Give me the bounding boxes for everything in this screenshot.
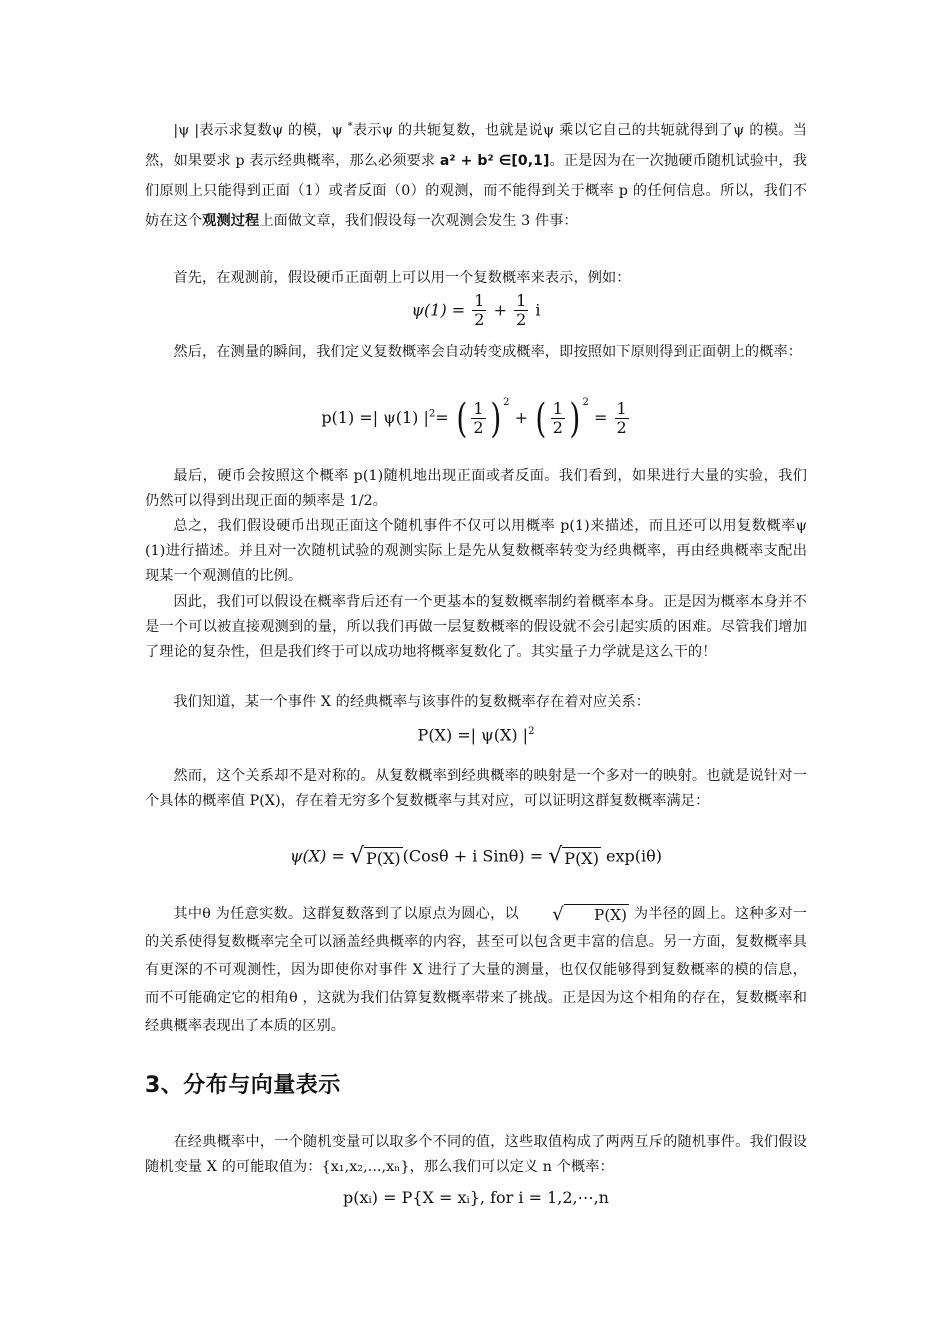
p1-text-b: 表示ψ 的共轭复数，也就是说ψ 乘以它自己的共轭就得到了ψ 的模。当然，如果要求 p 表示经典概率，那么必须要求 xyxy=(145,122,807,169)
equation-distribution xyxy=(145,1190,807,1206)
paragraph-hypothesis xyxy=(145,590,807,665)
eq2-den-1: 2 xyxy=(473,418,484,437)
section-heading-block xyxy=(145,1068,807,1099)
eq1-den-1: 2 xyxy=(474,310,485,330)
eq2-equals: = xyxy=(435,408,449,427)
p10-text: 在经典概率中，一个随机变量可以取多个不同的值，这些取值构成了两两互斥的随机事件。我们假设随机变量 X 的可能取值为：{x₁,x₂,...,xₙ}，那么我们可以定义 n 个概率： xyxy=(145,1134,807,1175)
equation-psi-one xyxy=(145,292,807,330)
p9-text-a: 其中θ 为任意实数。这群复数落到了以原点为圆心，以 xyxy=(173,906,520,922)
eq4-lhs: ψ(X) = xyxy=(289,846,345,866)
p1-text-c: 。正是因为在一次抛硬币随机试验中，我们原则上只能得到正面（1）或者反面（0）的观测，而不能得到关于概率 p 的任何信息。所以，我们不妨在这个 xyxy=(145,152,807,229)
eq2-square-1: 2 xyxy=(503,397,510,408)
eq2-num-1: 1 xyxy=(473,398,484,418)
p6-text: 因此，我们可以假设在概率背后还有一个更基本的复数概率制约着概率本身。正是因为概率本身并不是一个可以被直接观测到的量，所以我们再做一层复数概率的假设就不会引起实质的困难。尽管我们增加了理论的复杂性，但是我们终于可以成功地将概率复数化了。其实量子力学就是这么干的！ xyxy=(145,594,807,660)
eq2-num-2: 1 xyxy=(552,398,563,418)
eq1-den-2: 2 xyxy=(516,310,527,330)
equation-probability xyxy=(145,395,807,442)
p1-bold-term: 观测过程 xyxy=(202,212,260,229)
eq1-num-2: 1 xyxy=(516,291,527,310)
eq1-num-1: 1 xyxy=(474,291,485,310)
eq1-frac-1 xyxy=(472,292,486,330)
equation-polar xyxy=(145,846,807,868)
p4-text: 最后，硬币会按照这个概率 p(1)随机地出现正面或者反面。我们看到，如果进行大量的实验，我们仍然可以得到出现正面的频率是 1/2。 xyxy=(145,468,807,509)
eq2-num-3: 1 xyxy=(616,398,627,418)
eq2-square: 2 xyxy=(428,408,436,420)
conjugate-star: * xyxy=(347,121,353,132)
paragraph-phase xyxy=(145,900,807,1040)
eq2-result xyxy=(615,400,629,438)
eq2-rhs-equals: = xyxy=(594,408,608,427)
p8-text: 然而，这个关系却不是对称的。从复数概率到经典概率的映射是一个多对一的映射。也就是说针对一个具体的概率值 P(X)，存在着无穷多个复数概率与其对应，可以证明这群复数概率满足： xyxy=(145,768,807,809)
p9-radicand: P(X) xyxy=(564,904,629,924)
p1-text-d: 上面做文章，我们假设每一次观测会发生 3 件事： xyxy=(259,212,578,229)
paragraph-modulus xyxy=(145,112,807,236)
equation-px xyxy=(145,727,807,743)
eq4-sqrt-2: √ P(X) xyxy=(548,844,599,869)
paragraph-relation xyxy=(145,690,807,715)
eq4-radicand-1: P(X) xyxy=(366,848,401,868)
eq3-square: 2 xyxy=(528,726,535,737)
eq2-lhs: p(1) =| ψ(1) | xyxy=(321,408,429,427)
p7-text: 我们知道，某一个事件 X 的经典概率与该事件的复数概率存在着对应关系： xyxy=(173,694,651,710)
eq1-imag-unit: i xyxy=(535,300,541,320)
eq3-text: P(X) =| ψ(X) | xyxy=(417,725,529,745)
paragraph-step-three xyxy=(145,464,807,514)
p1-text-a: |ψ |表示求复数ψ 的模，ψ xyxy=(173,122,348,139)
eq2-den-2: 2 xyxy=(552,418,563,437)
eq5-text: p(xᵢ) = P{X = xᵢ}, for i = 1,2,⋯,n xyxy=(343,1188,609,1207)
paragraph-summary xyxy=(145,514,807,589)
eq1-plus: + xyxy=(493,300,507,320)
section-heading: 3、分布与向量表示 xyxy=(145,1073,341,1098)
eq1-frac-2 xyxy=(514,292,528,330)
eq4-radicand-2: P(X) xyxy=(564,848,599,868)
p2-text: 首先，在观测前，假设硬币正面朝上可以用一个复数概率来表示，例如： xyxy=(173,270,631,286)
p3-text: 然后，在测量的瞬间，我们定义复数概率会自动转变成概率，即按照如下原则得到正面朝上的概率： xyxy=(173,344,803,360)
eq2-paren-1: ( $\frac{1}{2}$ ) xyxy=(456,395,501,442)
eq4-sqrt-1: √ P(X) xyxy=(350,844,401,869)
p9-sqrt: √ P(X) xyxy=(552,904,628,925)
paragraph-step-one xyxy=(145,266,807,291)
p1-condition: a² + b² ∈[0,1] xyxy=(439,152,550,169)
p5-text: 总之，我们假设硬币出现正面这个随机事件不仅可以用概率 p(1)来描述，而且还可以用复数概率ψ (1)进行描述。并且对一次随机试验的观测实际上是先从复数概率转变为经典概率，再由经典概率支配出现某一个观测值的比例。 xyxy=(145,518,807,584)
paragraph-distribution xyxy=(145,1130,807,1180)
eq2-paren-2: ( $\frac{1}{2}$ ) xyxy=(535,395,581,442)
paragraph-step-two xyxy=(145,340,807,365)
eq2-plus: + xyxy=(514,408,529,427)
eq2-square-2: 2 xyxy=(582,397,589,408)
eq4-mid: (Cosθ + i Sinθ) = xyxy=(402,846,544,866)
eq2-den-3: 2 xyxy=(616,418,627,437)
eq1-lhs: ψ(1) = xyxy=(411,300,466,320)
paragraph-many-to-one xyxy=(145,764,807,814)
eq4-exp: exp(iθ) xyxy=(606,846,662,866)
p9-text-b: 为半径的圆上。这种多对一的关系使得复数概率完全可以涵盖经典概率的内容，甚至可以包含更丰富的信息。另一方面，复数概率具有更深的不可观测性，因为即使你对事件 X 进行了大量的测量，也仅仅能够得到复数概率的模的信息，而不可能确定它的相角θ ，这就为我们估算复数概率带来了挑战。正是因为这个相角的存在，复数概率和经典概率表现出了本质的区别。 xyxy=(145,906,807,1034)
